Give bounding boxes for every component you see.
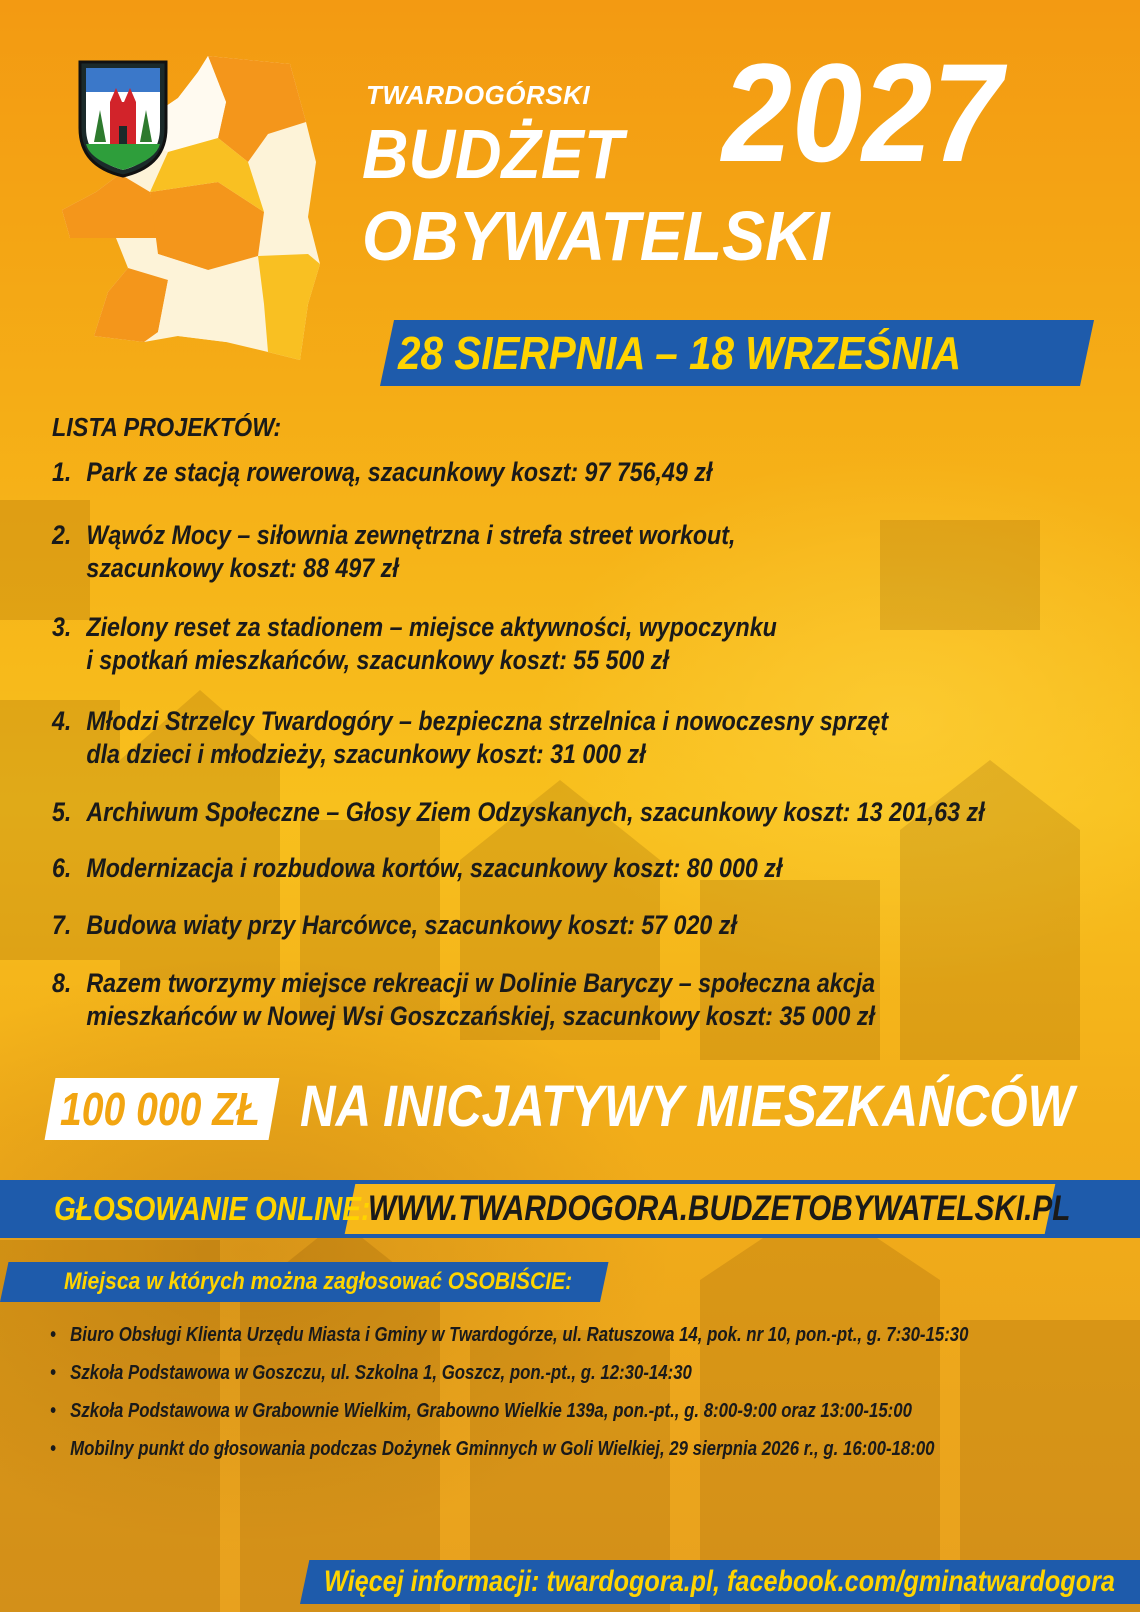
project-number: 8. [52,968,72,998]
title-line-2: OBYWATELSKI [362,197,830,275]
online-voting-url[interactable]: WWW.TWARDOGORA.BUDZETOBYWATELSKI.PL [368,1189,1071,1228]
places-heading: Miejsca w których można zagłosować OSOBIŚCIE: [64,1268,573,1295]
budget-amount: 100 000 ZŁ [60,1083,260,1135]
bullet: • [50,1324,56,1346]
project-number: 5. [52,797,72,827]
project-text: Budowa wiaty przy Harcówce, szacunkowy koszt: 57 020 zł [86,910,737,940]
project-text: Zielony reset za stadionem – miejsce aktywności, wypoczynku i spotkań mieszkańców, szacunkowy koszt: 55 500 zł [86,612,777,675]
online-voting-label: GŁOSOWANIE ONLINE: [54,1190,371,1227]
project-text: Młodzi Strzelcy Twardogóry – bezpieczna strzelnica i nowoczesny sprzęt dla dzieci i młodzieży, szacunkowy koszt: 31 000 zł [86,706,889,769]
voting-place: Mobilny punkt do głosowania podczas Dożynek Gminnych w Goli Wielkiej, 29 sierpnia 2026 r., g. 16:00-18:00 [70,1438,935,1460]
project-number: 3. [52,612,72,642]
voting-dates: 28 SIERPNIA – 18 WRZEŚNIA [398,327,962,379]
voting-place: Biuro Obsługi Klienta Urzędu Miasta i Gminy w Twardogórze, ul. Ratuszowa 14, pok. nr 10, pon.-pt., g. 7:30-15:30 [70,1324,969,1346]
project-text: Archiwum Społeczne – Głosy Ziem Odzyskanych, szacunkowy koszt: 13 201,63 zł [86,797,985,827]
bullet: • [50,1438,56,1460]
project-number: 2. [52,520,72,550]
project-number: 6. [52,853,72,883]
bullet: • [50,1362,56,1384]
bullet: • [50,1400,56,1422]
title-year: 2027 [722,34,1003,191]
amount-tagline: NA INICJATYWY MIESZKAŃCÓW [300,1074,1075,1139]
voting-place: Szkoła Podstawowa w Goszczu, ul. Szkolna 1, Goszcz, pon.-pt., g. 12:30-14:30 [70,1362,692,1384]
project-number: 1. [52,457,72,487]
more-info-links[interactable]: Więcej informacji: twardogora.pl, facebook.com/gminatwardogora [324,1565,1115,1598]
projects-heading: LISTA PROJEKTÓW: [52,412,282,442]
title-line-1: BUDŻET [362,115,624,193]
project-text: Park ze stacją rowerową, szacunkowy koszt: 97 756,49 zł [86,457,713,487]
twardogora-coat-of-arms [76,58,170,180]
project-text: Modernizacja i rozbudowa kortów, szacunkowy koszt: 80 000 zł [86,853,783,883]
project-text: Wąwóz Mocy – siłownia zewnętrzna i strefa street workout, szacunkowy koszt: 88 497 zł [86,520,736,583]
project-number: 4. [52,706,72,736]
project-text: Razem tworzymy miejsce rekreacji w Dolinie Baryczy – społeczna akcja mieszkańców w Nowej Wsi Goszczańskiej, szacunkowy koszt: 35 000 zł [86,968,875,1031]
project-number: 7. [52,910,72,940]
title-kicker: TWARDOGÓRSKI [366,80,591,110]
voting-place: Szkoła Podstawowa w Grabownie Wielkim, Grabowno Wielkie 139a, pon.-pt., g. 8:00-9:00 oraz 13:00-15:00 [70,1400,912,1422]
